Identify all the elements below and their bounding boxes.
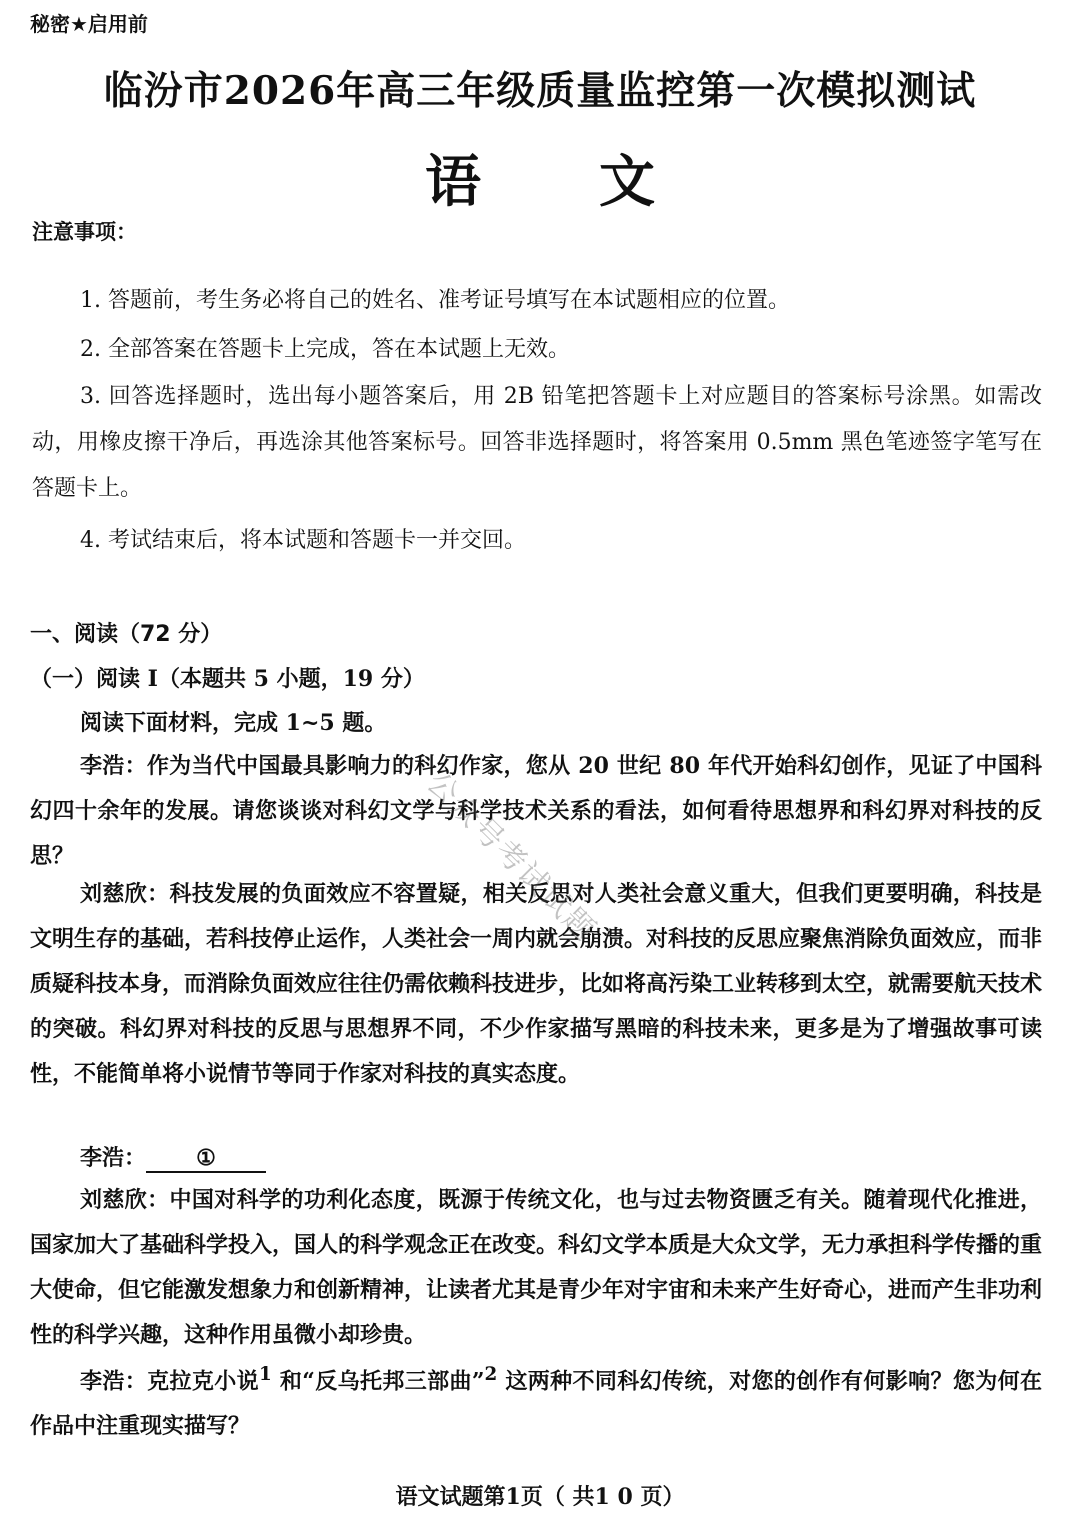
footnote-ref-1: 1 [259, 1364, 272, 1385]
paragraph-text: 这两种不同科幻传统，对您的创作有何影响？您为何在作品中注重现实描写？ [30, 1368, 1042, 1440]
note-item-4: 4. 考试结束后，将本试题和答题卡一并交回。 [80, 528, 526, 553]
speaker-label: 刘慈欣： [80, 881, 170, 907]
interview-paragraph-4 [30, 1178, 1042, 1358]
note-item-1: 1. 答题前，考生务必将自己的姓名、准考证号填写在本试题相应的位置。 [80, 288, 790, 313]
paragraph-text: 和“反乌托邦三部曲” [271, 1368, 485, 1395]
paragraph-text: 克拉克小说 [147, 1368, 260, 1395]
reading-instruction: 阅读下面材料，完成 1~5 题。 [80, 710, 387, 736]
speaker-label: 李浩： [80, 1368, 148, 1395]
subject-char-1: 语 [425, 150, 481, 215]
subject-char-2: 文 [599, 150, 655, 215]
subsection-heading: （一）阅读 I（本题共 5 小题，19 分） [30, 666, 425, 692]
speaker-label: 刘慈欣： [80, 1187, 170, 1213]
speaker-label: 李浩： [80, 753, 147, 779]
paragraph-text: 作为当代中国最具影响力的科幻作家，您从 20 世纪 80 年代开始科幻创作，见证了中国科幻四十余年的发展。请您谈谈对科幻文学与科学技术关系的看法，如何看待思想界和科幻界对科技的反思？ [30, 753, 1042, 869]
exam-title: 临汾市2026年高三年级质量监控第一次模拟测试 [103, 68, 977, 114]
subject-title [0, 138, 1080, 218]
note-item-3: 3. 回答选择题时，选出每小题答案后，用 2B 铅笔把答题卡上对应题目的答案标号涂黑。如需改动，用橡皮擦干净后，再选涂其他答案标号。回答非选择题时，将答案用 0.5mm 黑色笔迹签字笔写在答题卡上。 [32, 384, 1042, 501]
footnote-ref-2: 2 [484, 1364, 498, 1385]
interview-paragraph-3 [30, 1136, 1042, 1181]
paragraph-text: 中国对科学的功利化态度，既源于传统文化，也与过去物资匮乏有关。随着现代化推进，国家加大了基础科学投入，国人的科学观念正在改变。科幻文学本质是大众文学，无力承担科学传播的重大使命，但它能激发想象力和创新精神，让读者尤其是青少年对宇宙和未来产生好奇心，进而产生非功利性的科学兴趣，这种作用虽微小却珍贵。 [30, 1187, 1043, 1348]
notes-heading: 注意事项： [32, 220, 137, 244]
secret-label: 秘密★启用前 [30, 12, 148, 36]
answer-blank: ① [146, 1145, 266, 1173]
section-heading: 一、阅读（72 分） [30, 622, 223, 647]
speaker-label: 李浩： [80, 1145, 147, 1171]
paragraph-text: 科技发展的负面效应不容置疑，相关反思对人类社会意义重大，但我们更要明确，科技是文明生存的基础，若科技停止运作，人类社会一周内就会崩溃。对科技的反思应聚焦消除负面效应，而非质疑科技本身，而消除负面效应往往仍需依赖科技进步，比如将高污染工业转移到太空，就需要航天技术的突破。科幻界对科技的反思与思想界不同，不少作家描写黑暗的科技未来，更多是为了增强故事可读性，不能简单将小说情节等同于作家对科技的真实态度。 [30, 881, 1043, 1087]
watermark: 公众号考试试题 [419, 765, 603, 949]
note-item-2: 2. 全部答案在答题卡上完成，答在本试题上无效。 [80, 337, 570, 362]
page-footer: 语文试题第1页（ 共1 0 页） [395, 1484, 685, 1510]
interview-paragraph-5 [30, 1352, 1042, 1449]
